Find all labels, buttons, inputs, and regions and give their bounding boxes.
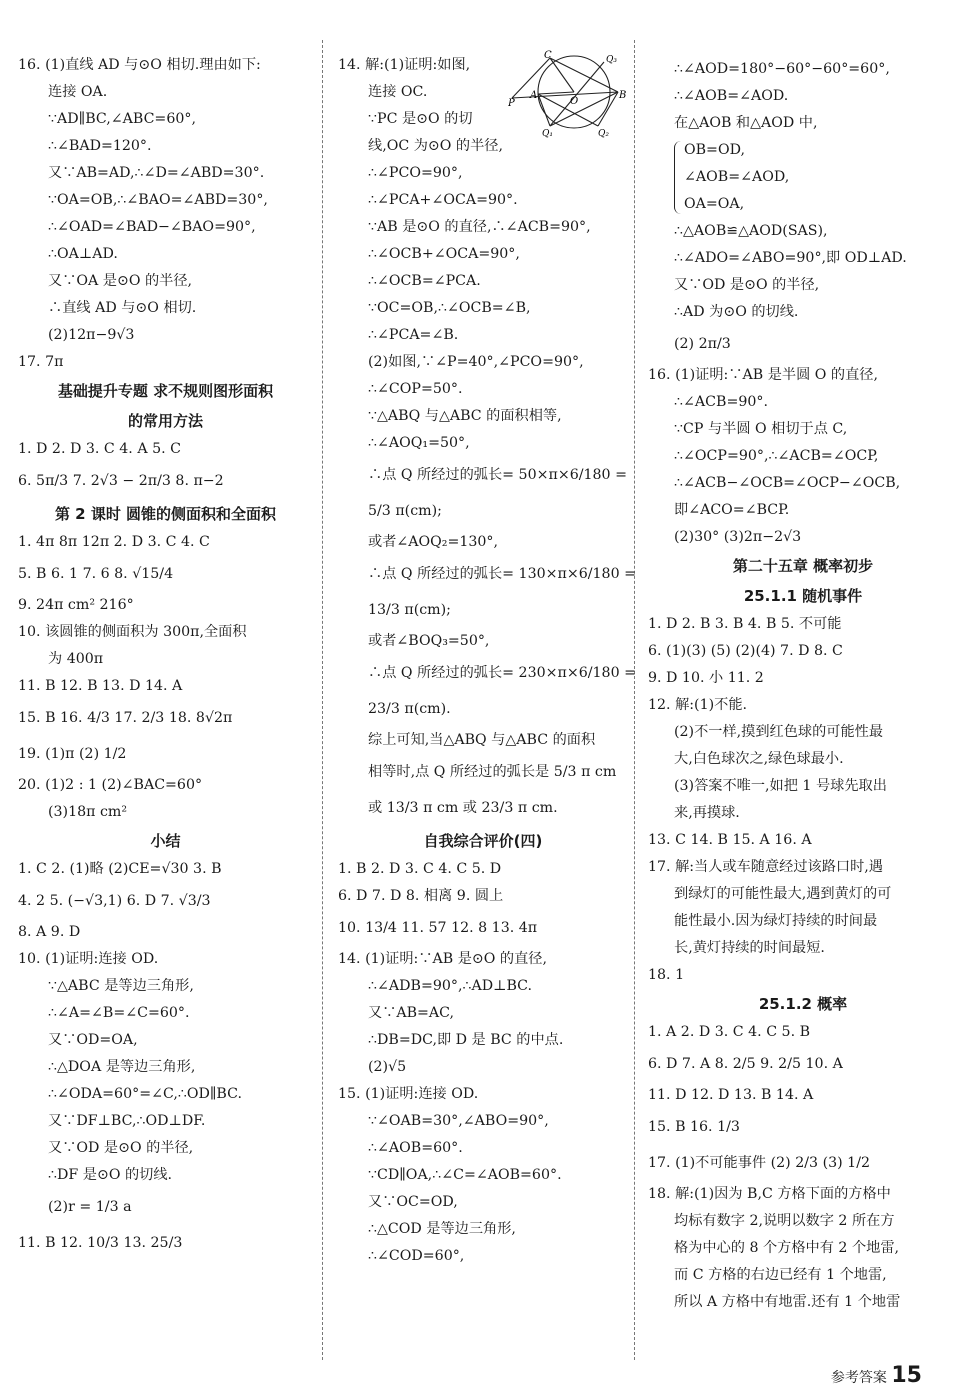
- answer-column-3: [648, 56, 958, 1316]
- answer-line: 8. A 9. D: [18, 924, 81, 940]
- section-heading: 第二十五章 概率初步: [732, 557, 874, 575]
- answer-line: ∴∠ADB=90°,∴AD⊥BC.: [368, 978, 533, 994]
- answer-line: 来,再摸球.: [674, 805, 740, 821]
- diagram-label: B: [619, 90, 627, 101]
- diagram-label: O: [570, 96, 579, 107]
- answer-line: OB=OD,: [684, 142, 745, 158]
- answer-line: 13. C 14. B 15. A 16. A: [648, 832, 812, 848]
- answer-line: 4. 2 5. (−√3,1) 6. D 7. √3/3: [18, 893, 211, 909]
- answer-line: (2)r = 1/3 a: [48, 1199, 132, 1215]
- answer-line: 10. 该圆锥的侧面积为 300π,全面积: [18, 624, 247, 640]
- answer-line: 15. B 16. 4/3 17. 2/3 18. 8√2π: [18, 710, 233, 726]
- answer-line: 即∠ACO=∠BCP.: [674, 502, 790, 518]
- answer-line: 又∵OC=OD,: [368, 1194, 458, 1210]
- answer-line: 9. D 10. 小 11. 2: [648, 670, 764, 686]
- answer-line: ∵AB 是⊙O 的直径,∴∠ACB=90°,: [368, 219, 591, 235]
- answer-line: 所以 A 方格中有地雷.还有 1 个地雷: [674, 1294, 901, 1310]
- answer-line: 17. (1)不可能事件 (2) 2/3 (3) 1/2: [648, 1155, 871, 1171]
- answer-line: 14. (1)证明:∵AB 是⊙O 的直径,: [338, 951, 547, 967]
- answer-line: ∵OA=OB,∴∠BAO=∠ABD=30°,: [48, 192, 268, 208]
- answer-line: ∴点 Q 所经过的弧长= 130×π×6/180 =: [368, 566, 637, 582]
- answer-line: ∴∠OCB=∠PCA.: [368, 273, 481, 289]
- answer-line: 格为中心的 8 个方格中有 2 个地雷,: [674, 1240, 900, 1256]
- answer-line: 23/3 π(cm).: [368, 701, 451, 717]
- answer-line: 1. 4π 8π 12π 2. D 3. C 4. C: [18, 534, 210, 550]
- answer-line: 12. 解:(1)不能.: [648, 697, 748, 713]
- answer-line: 又∵OD=OA,: [48, 1032, 138, 1048]
- answer-line: 1. C 2. (1)略 (2)CE=√30 3. B: [18, 861, 222, 877]
- answer-line: ∴∠OCP=90°,∴∠ACB=∠OCP,: [674, 448, 879, 464]
- answer-line: 17. 7π: [18, 354, 64, 370]
- answer-line: 线,OC 为⊙O 的半径,: [368, 138, 503, 154]
- answer-line: ∴∠ACB=90°.: [674, 394, 768, 410]
- answer-line: 6. (1)(3) (5) (2)(4) 7. D 8. C: [648, 643, 843, 659]
- answer-line: (3)18π cm²: [48, 804, 128, 820]
- answer-line: ∴∠COP=50°.: [368, 381, 463, 397]
- answer-line: 综上可知,当△ABQ 与△ABC 的面积: [368, 732, 596, 748]
- answer-line: ∵△ABQ 与△ABC 的面积相等,: [368, 408, 562, 424]
- answer-line: ∴∠PCA=∠B.: [368, 327, 459, 343]
- section-heading: 25.1.1 随机事件: [743, 587, 863, 605]
- answer-line: ∴∠ADO=∠ABO=90°,即 OD⊥AD.: [674, 250, 907, 266]
- answer-line: ∴△COD 是等边三角形,: [368, 1221, 516, 1237]
- answer-line: 大,白色球次之,绿色球最小.: [674, 751, 844, 767]
- answer-line: (3)答案不唯一,如把 1 号球先取出: [674, 778, 887, 794]
- answer-line: 19. (1)π (2) 1/2: [18, 746, 127, 762]
- answer-line: 5. B 6. 1 7. 6 8. √15/4: [18, 566, 174, 582]
- answer-line: 11. B 12. B 13. D 14. A: [18, 678, 183, 694]
- answer-line: (2)√5: [368, 1059, 407, 1075]
- column-divider-1: [322, 40, 323, 1360]
- answer-line: ∴∠A=∠B=∠C=60°.: [48, 1005, 190, 1021]
- answer-line: ∴∠OAD=∠BAD−∠BAO=90°,: [48, 219, 256, 235]
- answer-line: ∴点 Q 所经过的弧长= 50×π×6/180 =: [368, 467, 627, 483]
- answer-line: 20. (1)2 : 1 (2)∠BAC=60°: [18, 777, 203, 793]
- answer-column-1: [18, 52, 313, 1261]
- answer-line: 或 13/3 π cm 或 23/3 π cm.: [368, 800, 558, 816]
- answer-line: 16. (1)直线 AD 与⊙O 相切.理由如下:: [18, 57, 261, 73]
- answer-line: 而 C 方格的右边已经有 1 个地雷,: [674, 1267, 887, 1283]
- system-brace: [674, 141, 681, 214]
- answer-line: 又∵OA 是⊙O 的半径,: [48, 273, 193, 289]
- answer-line: ∵CD∥OA,∴∠C=∠AOB=60°.: [368, 1167, 562, 1183]
- answer-line: ∴∠AOD=180°−60°−60°=60°,: [674, 61, 890, 77]
- answer-line: ∵CP 与半圆 O 相切于点 C,: [674, 421, 848, 437]
- answer-line: (2)12π−9√3: [48, 327, 135, 343]
- answer-line: ∴∠PCA+∠OCA=90°.: [368, 192, 518, 208]
- answer-line: 13/3 π(cm);: [368, 602, 451, 618]
- answer-line: ∴∠ACB−∠OCB=∠OCP−∠OCB,: [674, 475, 901, 491]
- answer-line: 6. D 7. D 8. 相离 9. 圆上: [338, 888, 504, 904]
- section-heading: 25.1.2 概率: [758, 995, 848, 1013]
- answer-line: ∴OA⊥AD.: [48, 246, 118, 262]
- answer-line: ∴△AOB≌△AOD(SAS),: [674, 223, 828, 239]
- answer-line: 又∵AB=AC,: [368, 1005, 455, 1021]
- answer-line: 或者∠AOQ₂=130°,: [368, 534, 499, 550]
- answer-line: ∴AD 为⊙O 的切线.: [674, 304, 799, 320]
- answer-line: 1. D 2. B 3. B 4. B 5. 不可能: [648, 616, 842, 632]
- diagram-label: Q₃: [606, 55, 617, 65]
- answer-line: 18. 1: [648, 967, 685, 983]
- footer-label: 参考答案: [830, 1370, 887, 1386]
- answer-line: 1. A 2. D 3. C 4. C 5. B: [648, 1024, 811, 1040]
- answer-line: 连接 OA.: [48, 84, 108, 100]
- answer-line: ∴∠AOB=60°.: [368, 1140, 463, 1156]
- answer-line: 14. 解:(1)证明:如图,: [338, 57, 471, 73]
- answer-line: ∴∠BAD=120°.: [48, 138, 152, 154]
- answer-line: 又∵AB=AD,∴∠D=∠ABD=30°.: [48, 165, 265, 181]
- answer-line: ∵AD∥BC,∠ABC=60°,: [48, 111, 196, 127]
- answer-line: 均标有数字 2,说明以数字 2 所在方: [674, 1213, 895, 1229]
- answer-line: ∴点 Q 所经过的弧长= 230×π×6/180 =: [368, 665, 637, 681]
- answer-line: 10. (1)证明:连接 OD.: [18, 951, 159, 967]
- section-heading: 自我综合评价(四): [423, 832, 543, 850]
- answer-line: (2)30° (3)2π−2√3: [674, 529, 802, 545]
- answer-line: 相等时,点 Q 所经过的弧长是 5/3 π cm: [368, 764, 617, 780]
- answer-line: ∴直线 AD 与⊙O 相切.: [48, 300, 197, 316]
- answer-line: 9. 24π cm² 216°: [18, 597, 134, 613]
- answer-line: ∴∠ODA=60°=∠C,∴OD∥BC.: [48, 1086, 242, 1102]
- answer-line: ∴DF 是⊙O 的切线.: [48, 1167, 173, 1183]
- diagram-label: P: [508, 98, 515, 109]
- answer-line: 10. 13/4 11. 57 12. 8 13. 4π: [338, 920, 538, 936]
- diagram-label: Q₂: [598, 129, 609, 138]
- section-heading: 的常用方法: [127, 412, 203, 430]
- answer-line: ∴∠OCB+∠OCA=90°,: [368, 246, 520, 262]
- answer-line: 为 400π: [48, 651, 104, 667]
- answer-line: 11. D 12. D 13. B 14. A: [648, 1087, 814, 1103]
- diagram-label: Q₁: [542, 129, 553, 138]
- answer-line: OA=OA,: [684, 196, 745, 212]
- answer-line: 1. B 2. D 3. C 4. C 5. D: [338, 861, 502, 877]
- answer-line: (2)不一样,摸到红色球的可能性最: [674, 724, 884, 740]
- answer-line: ∵∠OAB=30°,∠ABO=90°,: [368, 1113, 549, 1129]
- answer-line: 又∵DF⊥BC,∴OD⊥DF.: [48, 1113, 206, 1129]
- diagram-label: A: [530, 90, 538, 101]
- answer-line: 17. 解:当人或车随意经过该路口时,遇: [648, 859, 883, 875]
- section-heading: 小结: [150, 832, 181, 850]
- answer-line: ∴∠AOQ₁=50°,: [368, 435, 470, 451]
- diagram-label: C: [544, 50, 552, 61]
- section-heading: 第 2 课时 圆锥的侧面积和全面积: [54, 505, 277, 523]
- answer-line: ∴∠COD=60°,: [368, 1248, 465, 1264]
- answer-line: 5/3 π(cm);: [368, 503, 442, 519]
- answer-line: 6. 5π/3 7. 2√3 − 2π/3 8. π−2: [18, 473, 224, 489]
- column-divider-2: [634, 40, 635, 1360]
- page-footer: [831, 1363, 922, 1388]
- section-heading: 基础提升专题 求不规则图形面积: [57, 382, 274, 400]
- answer-line: ∴△DOA 是等边三角形,: [48, 1059, 196, 1075]
- answer-line: ∵OC=OB,∴∠OCB=∠B,: [368, 300, 531, 316]
- answer-line: 18. 解:(1)因为 B,C 方格下面的方格中: [648, 1186, 891, 1202]
- answer-column-2: [338, 50, 637, 1270]
- answer-line: (2)如图,∵∠P=40°,∠PCO=90°,: [368, 354, 584, 370]
- answer-line: (2) 2π/3: [674, 336, 731, 352]
- answer-line: 6. D 7. A 8. 2/5 9. 2/5 10. A: [648, 1056, 843, 1072]
- answer-line: ∴DB=DC,即 D 是 BC 的中点.: [368, 1032, 564, 1048]
- answer-line: 或者∠BOQ₃=50°,: [368, 633, 490, 649]
- answer-line: 15. (1)证明:连接 OD.: [338, 1086, 479, 1102]
- answer-line: 能性最小.因为绿灯持续的时间最: [674, 913, 878, 929]
- answer-line: 长,黄灯持续的时间最短.: [674, 940, 825, 956]
- answer-line: 15. B 16. 1/3: [648, 1119, 740, 1135]
- answer-line: ∴∠AOB=∠AOD.: [674, 88, 789, 104]
- answer-line: ∴∠PCO=90°,: [368, 165, 463, 181]
- page-number: 15: [891, 1363, 922, 1388]
- answer-line: 又∵OD 是⊙O 的半径,: [674, 277, 820, 293]
- answer-line: ∠AOB=∠AOD,: [684, 169, 790, 185]
- answer-line: 连接 OC.: [368, 84, 428, 100]
- answer-line: 16. (1)证明:∵AB 是半圆 O 的直径,: [648, 367, 878, 383]
- answer-line: 到绿灯的可能性最大,遇到黄灯的可: [674, 886, 892, 902]
- answer-line: 又∵OD 是⊙O 的半径,: [48, 1140, 194, 1156]
- answer-line: 在△AOB 和△AOD 中,: [674, 115, 818, 131]
- answer-line: 1. D 2. D 3. C 4. A 5. C: [18, 441, 181, 457]
- answer-line: 11. B 12. 10/3 13. 25/3: [18, 1235, 183, 1251]
- answer-line: ∵PC 是⊙O 的切: [368, 111, 473, 127]
- answer-line: ∵△ABC 是等边三角形,: [48, 978, 194, 994]
